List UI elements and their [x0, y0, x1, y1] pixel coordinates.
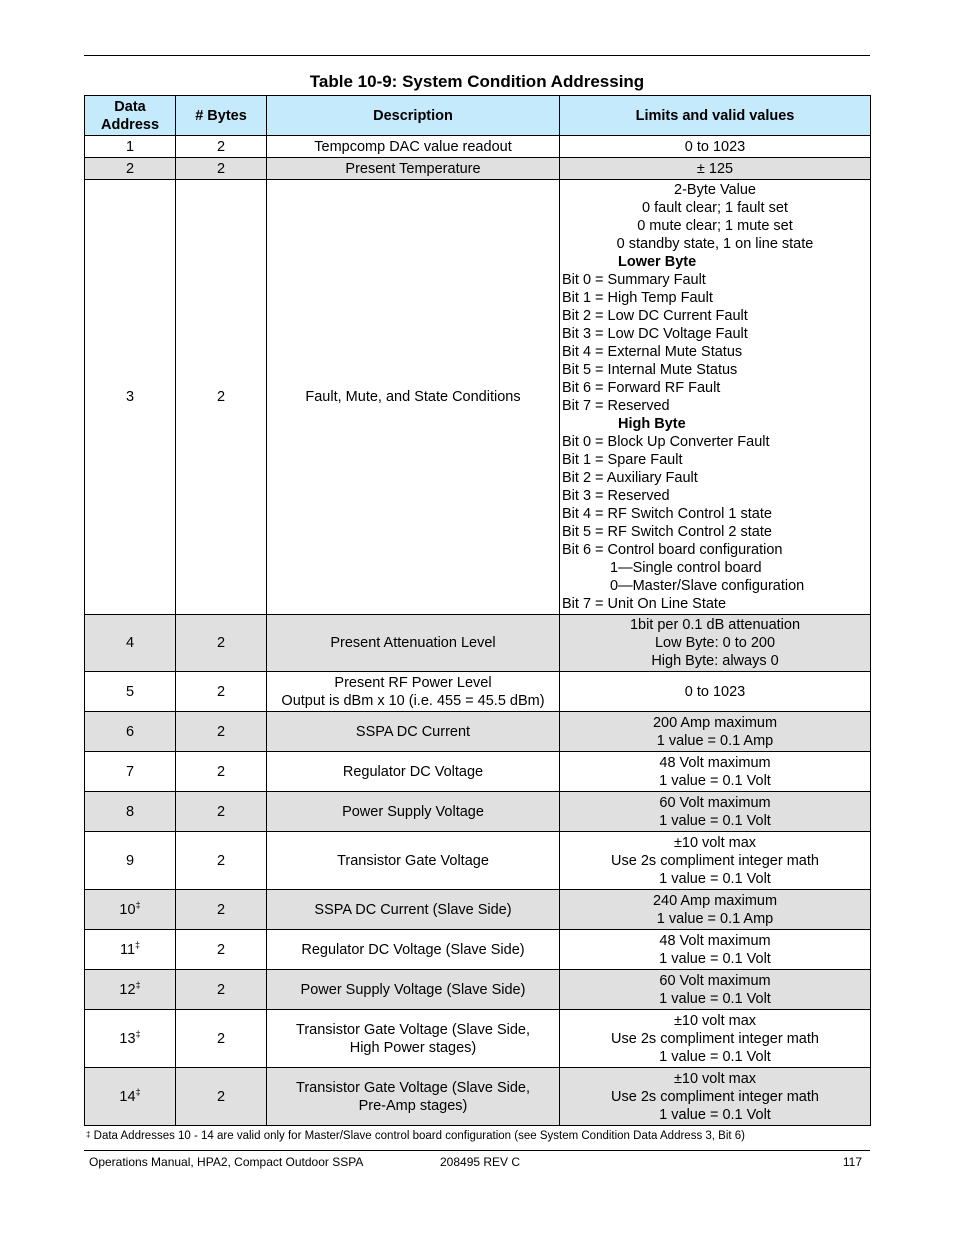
description-line: Transistor Gate Voltage: [337, 852, 489, 869]
cell-bytes: 2: [176, 158, 267, 180]
limit-line: ± 125: [696, 160, 734, 177]
cell-data-address: [85, 752, 176, 792]
cell-bytes: 2: [176, 752, 267, 792]
footer-doc-number: 208495 REV C: [440, 1155, 521, 1169]
cell-data-address: [85, 890, 176, 930]
cell-data-address: [85, 712, 176, 752]
cell-description: [267, 792, 560, 832]
limit-line: 2-Byte Value: [674, 182, 756, 198]
description-line: Transistor Gate Voltage (Slave Side,: [296, 1021, 530, 1038]
header-description: Description: [267, 96, 560, 136]
cell-description: [267, 1068, 560, 1126]
bit-definition: Bit 5 = Internal Mute Status: [562, 362, 738, 378]
bit-option: 1—Single control board: [610, 560, 762, 576]
cell-bytes: 2: [176, 1068, 267, 1126]
cell-description: [267, 1010, 560, 1068]
description-line: Power Supply Voltage (Slave Side): [300, 981, 526, 998]
address-value: 12: [119, 981, 136, 998]
cell-data-address: [85, 930, 176, 970]
limit-line: 1 value = 0.1 Volt: [659, 990, 771, 1007]
cell-description: [267, 752, 560, 792]
description-line: Output is dBm x 10 (i.e. 455 = 45.5 dBm): [281, 692, 545, 709]
cell-data-address: [85, 1068, 176, 1126]
cell-limits: [560, 890, 871, 930]
description-line: Regulator DC Voltage: [342, 763, 484, 780]
footnote-mark: ‡: [86, 1130, 91, 1139]
lower-byte-heading: Lower Byte: [618, 254, 697, 270]
address-value: 6: [125, 723, 135, 740]
cell-bytes: 2: [176, 615, 267, 672]
bit-definition: Bit 1 = High Temp Fault: [562, 290, 713, 306]
limit-line: Use 2s compliment integer math: [611, 1088, 819, 1105]
footnote: [86, 1130, 745, 1142]
limit-line: 1 value = 0.1 Amp: [656, 732, 774, 749]
bit-definition: Bit 2 = Low DC Current Fault: [562, 308, 748, 324]
limit-line: 0 mute clear; 1 mute set: [637, 218, 793, 234]
limit-line: 60 Volt maximum: [659, 972, 771, 989]
cell-bytes: 2: [176, 832, 267, 890]
limit-line: 48 Volt maximum: [659, 754, 771, 771]
description-line: Tempcomp DAC value readout: [314, 138, 512, 155]
table-row: [85, 615, 871, 672]
cell-bytes: 2: [176, 970, 267, 1010]
limit-line: 1bit per 0.1 dB attenuation: [629, 617, 801, 633]
limit-line: 0 to 1023: [684, 683, 746, 700]
table-row: [85, 890, 871, 930]
cell-bytes: 2: [176, 890, 267, 930]
limit-line: 1 value = 0.1 Volt: [659, 812, 771, 829]
table-row: [85, 930, 871, 970]
description-line: High Power stages): [349, 1039, 477, 1056]
cell-limits: [560, 1010, 871, 1068]
bit-definition: Bit 0 = Block Up Converter Fault: [562, 434, 770, 450]
cell-data-address: [85, 615, 176, 672]
limit-line: 1 value = 0.1 Volt: [659, 1048, 771, 1065]
cell-description: [267, 672, 560, 712]
limit-line: 1 value = 0.1 Volt: [659, 772, 771, 789]
table-row: [85, 180, 871, 615]
table-row: [85, 1010, 871, 1068]
address-value: 9: [125, 852, 135, 869]
cell-data-address: [85, 832, 176, 890]
limit-line: 1 value = 0.1 Volt: [659, 950, 771, 967]
cell-data-address: [85, 180, 176, 615]
bit-definition: Bit 7 = Reserved: [562, 398, 670, 414]
top-rule: [84, 55, 870, 56]
description-line: Pre-Amp stages): [358, 1097, 468, 1114]
table-title: Table 10-9: System Condition Addressing: [309, 72, 645, 91]
address-value: 10: [119, 901, 136, 918]
cell-limits: [560, 180, 871, 615]
footnote-mark: ‡: [135, 1086, 141, 1097]
cell-bytes: 2: [176, 136, 267, 158]
limit-line: 1 value = 0.1 Volt: [659, 870, 771, 887]
cell-limits: [560, 672, 871, 712]
description-line: Power Supply Voltage: [342, 803, 484, 820]
limit-line: Use 2s compliment integer math: [611, 1030, 819, 1047]
header-row: [85, 96, 871, 136]
cell-limits: [560, 158, 871, 180]
limit-line: 48 Volt maximum: [659, 932, 771, 949]
cell-limits: [560, 615, 871, 672]
header-address-line1: Data: [114, 98, 146, 115]
limit-line: ±10 volt max: [673, 834, 757, 851]
header-address-line2: Address: [100, 116, 160, 133]
bit-definition: Bit 0 = Summary Fault: [562, 272, 706, 288]
cell-limits: [560, 832, 871, 890]
bit-definition: Bit 7 = Unit On Line State: [562, 596, 727, 612]
high-byte-heading: High Byte: [618, 416, 686, 432]
description-line: Present Attenuation Level: [330, 635, 496, 651]
bit-definition: Bit 1 = Spare Fault: [562, 452, 683, 468]
table-row: [85, 970, 871, 1010]
cell-bytes: 2: [176, 792, 267, 832]
address-value: 7: [125, 763, 135, 780]
limit-line: 200 Amp maximum: [652, 714, 778, 731]
address-value: 1: [125, 138, 135, 155]
limit-line: Low Byte: 0 to 200: [654, 635, 776, 651]
cell-limits: [560, 752, 871, 792]
cell-limits: [560, 930, 871, 970]
cell-bytes: 2: [176, 1010, 267, 1068]
limit-line: 1 value = 0.1 Volt: [659, 1106, 771, 1123]
cell-description: [267, 890, 560, 930]
bottom-rule: [84, 1150, 870, 1151]
footnote-text: Data Addresses 10 - 14 are valid only for Master/Slave control board configuration (see System Condition Data Address 3, Bit 6): [90, 1130, 746, 1142]
limit-line: 0 fault clear; 1 fault set: [642, 200, 788, 216]
bit-definition: Bit 3 = Low DC Voltage Fault: [562, 326, 748, 342]
limit-line: ±10 volt max: [673, 1070, 757, 1087]
footnote-mark: ‡: [135, 899, 141, 910]
bit-definition: Bit 4 = External Mute Status: [562, 344, 743, 360]
footer-page-number: 117: [842, 1155, 862, 1169]
limit-line: 0 to 1023: [684, 138, 746, 155]
bit-option: 0—Master/Slave configuration: [610, 578, 805, 594]
cell-limits: [560, 712, 871, 752]
footnote-mark: ‡: [135, 939, 141, 950]
table-row: [85, 1068, 871, 1126]
table-row: [85, 832, 871, 890]
limit-line: Use 2s compliment integer math: [611, 852, 819, 869]
description-line: Regulator DC Voltage (Slave Side): [301, 941, 525, 958]
bit-definition: Bit 2 = Auxiliary Fault: [562, 470, 698, 486]
bit-definition: Bit 4 = RF Switch Control 1 state: [562, 506, 772, 522]
cell-description: [267, 180, 560, 615]
system-condition-table: [84, 95, 871, 1126]
table-body: [85, 136, 871, 1126]
cell-bytes: 2: [176, 712, 267, 752]
cell-data-address: [85, 970, 176, 1010]
cell-data-address: [85, 158, 176, 180]
address-value: 2: [125, 160, 135, 177]
description-line: Present RF Power Level: [334, 674, 492, 691]
cell-data-address: [85, 136, 176, 158]
cell-description: [267, 136, 560, 158]
address-value: 3: [125, 389, 135, 405]
cell-bytes: 2: [176, 930, 267, 970]
cell-description: [267, 832, 560, 890]
description-line: SSPA DC Current: [355, 723, 471, 740]
address-value: 11: [119, 941, 136, 958]
address-value: 14: [119, 1088, 136, 1105]
limit-line: 240 Amp maximum: [652, 892, 778, 909]
header-data-address: [85, 96, 176, 136]
table-row: [85, 158, 871, 180]
limit-line: High Byte: always 0: [651, 653, 779, 669]
description-line: SSPA DC Current (Slave Side): [314, 901, 512, 918]
address-value: 8: [125, 803, 135, 820]
address-value: 4: [125, 635, 135, 651]
description-line: Transistor Gate Voltage (Slave Side,: [296, 1079, 530, 1096]
footnote-mark: ‡: [135, 1028, 141, 1039]
limit-line: 0 standby state, 1 on line state: [616, 236, 814, 252]
footnote-mark: ‡: [135, 979, 141, 990]
description-line: Fault, Mute, and State Conditions: [305, 389, 521, 405]
table-row: [85, 136, 871, 158]
address-value: 13: [119, 1030, 136, 1047]
bit-definition: Bit 5 = RF Switch Control 2 state: [562, 524, 772, 540]
bit-definition: Bit 6 = Control board configuration: [562, 542, 783, 558]
cell-description: [267, 970, 560, 1010]
limit-line: 60 Volt maximum: [659, 794, 771, 811]
cell-description: [267, 158, 560, 180]
cell-description: [267, 615, 560, 672]
limit-line: 1 value = 0.1 Amp: [656, 910, 774, 927]
footer-manual-title: Operations Manual, HPA2, Compact Outdoor SSPA: [89, 1155, 364, 1169]
cell-data-address: [85, 1010, 176, 1068]
cell-bytes: 2: [176, 672, 267, 712]
bit-definition: Bit 3 = Reserved: [562, 488, 670, 504]
cell-data-address: [85, 792, 176, 832]
table-row: [85, 752, 871, 792]
description-line: Present Temperature: [345, 160, 481, 177]
cell-description: [267, 930, 560, 970]
limit-line: ±10 volt max: [673, 1012, 757, 1029]
cell-description: [267, 712, 560, 752]
cell-bytes: 2: [176, 180, 267, 615]
table-row: [85, 792, 871, 832]
address-value: 5: [125, 683, 135, 700]
cell-limits: [560, 970, 871, 1010]
header-bytes: # Bytes: [176, 96, 267, 136]
header-limits: Limits and valid values: [560, 96, 871, 136]
table-row: [85, 712, 871, 752]
cell-limits: [560, 792, 871, 832]
table-row: [85, 672, 871, 712]
bit-definition: Bit 6 = Forward RF Fault: [562, 380, 721, 396]
cell-limits: [560, 136, 871, 158]
cell-data-address: [85, 672, 176, 712]
cell-limits: [560, 1068, 871, 1126]
